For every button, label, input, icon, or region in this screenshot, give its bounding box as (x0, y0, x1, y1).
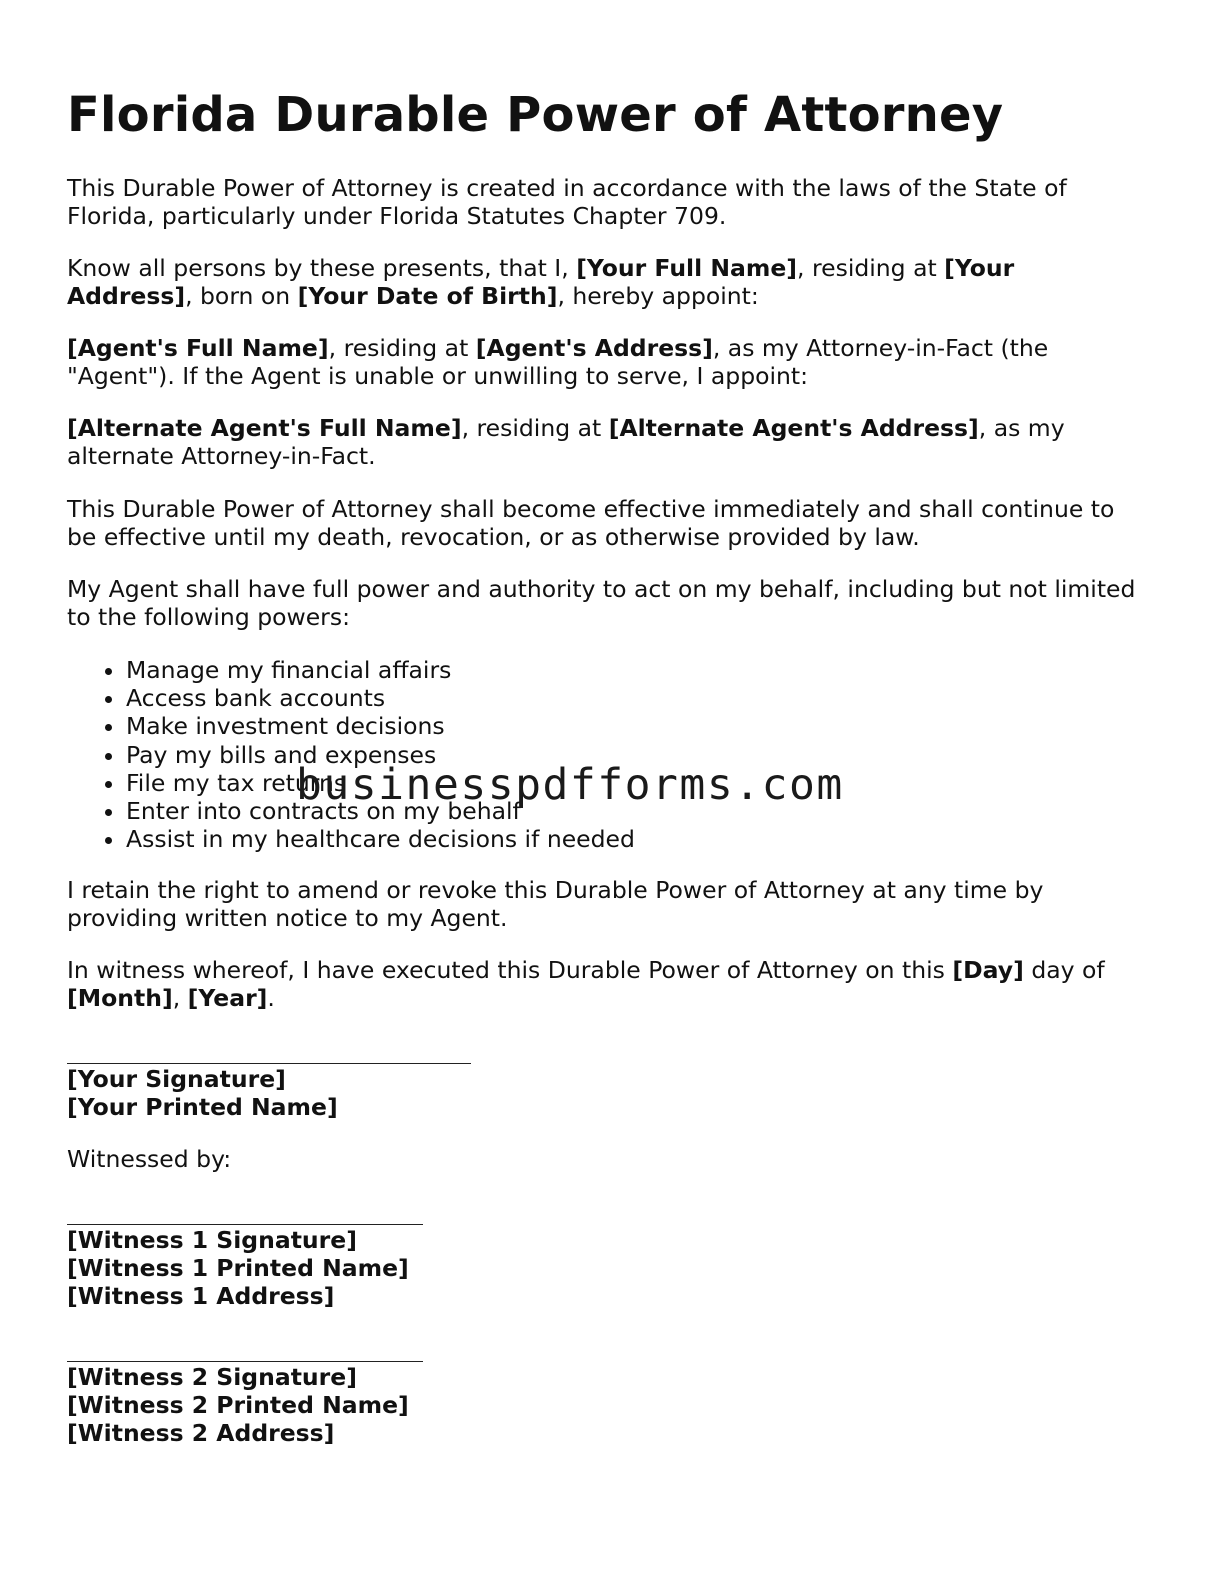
powers-intro-paragraph: My Agent shall have full power and authority to act on my behalf, including but not limited to the following powers: (67, 575, 1136, 632)
agent-mid: , residing at (328, 334, 476, 362)
witness-1-printed-name-label: [Witness 1 Printed Name] (67, 1254, 409, 1282)
principal-printed-name-label: [Your Printed Name] (67, 1093, 338, 1121)
alternate-agent-tail: , as my alternate Attorney-in-Fact. (67, 414, 1065, 471)
list-item: • File my tax returns (126, 769, 635, 797)
witness-2-address-label: [Witness 2 Address] (67, 1419, 335, 1447)
revocation-paragraph: I retain the right to amend or revoke this Durable Power of Attorney at any time by providing written notice to my Agent. (67, 876, 1044, 933)
principal-tail: , hereby appoint: (557, 282, 759, 311)
witness-clause-lead: In witness whereof, I have executed this Durable Power of Attorney on this (67, 956, 953, 984)
list-item: • Access bank accounts (126, 684, 635, 712)
alternate-agent-address-field: [Alternate Agent's Address] (608, 414, 979, 442)
alternate-agent-mid: , residing at (461, 414, 609, 442)
witness-clause-paragraph (67, 956, 1142, 1013)
witness-2-printed-name-label: [Witness 2 Printed Name] (67, 1391, 409, 1419)
alternate-agent-name-field: [Alternate Agent's Full Name] (67, 414, 462, 442)
principal-lead: Know all persons by these presents, that I, (67, 254, 577, 282)
list-item: • Assist in my healthcare decisions if needed (126, 825, 635, 853)
agent-tail: , as my Attorney-in-Fact (the "Agent"). If the Agent is unable or unwilling to serve, I appoint: (67, 334, 1049, 391)
document-title: Florida Durable Power of Attorney (67, 87, 1004, 143)
year-field: [Year] (187, 984, 268, 1013)
principal-dob-field: [Your Date of Birth] (297, 282, 558, 311)
witness-1-signature-label: [Witness 1 Signature] (67, 1226, 357, 1254)
powers-list (67, 656, 635, 853)
principal-paragraph (67, 254, 1142, 311)
witnessed-by-label: Witnessed by: (67, 1145, 232, 1173)
list-item: • Pay my bills and expenses (126, 741, 635, 769)
month-field: [Month] (67, 984, 173, 1013)
witness-clause-mid2: , (172, 984, 188, 1013)
principal-name-field: [Your Full Name] (576, 254, 798, 282)
list-item: • Enter into contracts on my behalf (126, 797, 635, 825)
witness-2-signature-line (67, 1361, 423, 1362)
agent-paragraph (67, 334, 1142, 391)
intro-paragraph: This Durable Power of Attorney is created in accordance with the laws of the State of Florida, particularly under Florida Statutes Chapter 709. (67, 174, 1067, 231)
principal-signature-label: [Your Signature] (67, 1065, 286, 1093)
principal-mid1: , residing at (797, 254, 945, 282)
list-item: • Make investment decisions (126, 712, 635, 740)
witness-clause-mid1: day of (1023, 956, 1105, 984)
effective-paragraph: This Durable Power of Attorney shall become effective immediately and shall continue to be effective until my death, revocation, or as otherwise provided by law. (67, 495, 1115, 552)
principal-signature-line (67, 1063, 471, 1064)
principal-address-field: [Your Address] (67, 254, 1015, 311)
watermark: businesspdfforms.com (296, 760, 844, 810)
witness-1-signature-line (67, 1224, 423, 1225)
list-item: • Manage my financial affairs (126, 656, 635, 684)
witness-clause-tail: . (267, 984, 275, 1013)
agent-name-field: [Agent's Full Name] (67, 334, 329, 362)
witness-1-address-label: [Witness 1 Address] (67, 1282, 335, 1310)
principal-mid2: , born on (185, 282, 298, 311)
alternate-agent-paragraph (67, 414, 1142, 471)
witness-2-signature-label: [Witness 2 Signature] (67, 1363, 357, 1391)
agent-address-field: [Agent's Address] (475, 334, 713, 362)
day-field: [Day] (952, 956, 1024, 984)
